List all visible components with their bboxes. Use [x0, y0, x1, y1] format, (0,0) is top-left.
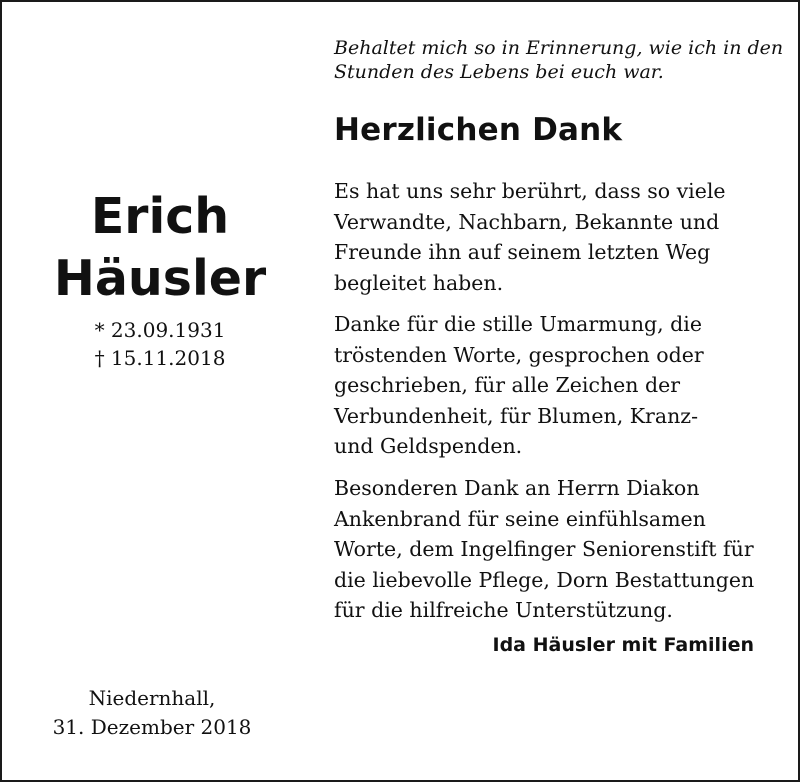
paragraph-line: Es hat uns sehr berührt, dass so viele	[334, 179, 726, 203]
paragraph-line: Besonderen Dank an Herrn Diakon	[334, 476, 700, 500]
deceased-first-name: Erich	[90, 188, 230, 245]
motto-line: Stunden des Lebens bei euch war.	[334, 61, 664, 83]
paragraph-line: und Geldspenden.	[334, 434, 523, 458]
paragraph-line: Ankenbrand für seine einfühlsamen	[334, 506, 706, 531]
motto-quote	[334, 36, 784, 84]
thanks-paragraph	[334, 473, 774, 626]
deceased-name	[0, 186, 320, 310]
paragraph-line: Verbundenheit, für Blumen, Kranz-	[334, 403, 699, 428]
paragraph-line: Verwandte, Nachbarn, Bekannte und	[334, 209, 720, 234]
thanks-heading: Herzlichen Dank	[334, 112, 623, 148]
thanks-paragraph	[334, 309, 774, 462]
paragraph-line: Freunde ihn auf seinem letzten Weg	[334, 240, 711, 264]
life-dates	[0, 316, 320, 372]
paragraph-line: geschrieben, für alle Zeichen der	[334, 373, 681, 397]
death-date: † 15.11.2018	[94, 346, 226, 370]
paragraph-line: Danke für die stille Umarmung, die	[334, 312, 702, 336]
paragraph-line: für die hilfreiche Unterstützung.	[334, 598, 673, 622]
place: Niedernhall,	[88, 686, 216, 710]
deceased-last-name: Häusler	[53, 250, 267, 307]
birth-date: * 23.09.1931	[94, 318, 226, 342]
thanks-paragraph	[334, 176, 774, 298]
paragraph-line: tröstenden Worte, gesprochen oder	[334, 342, 704, 367]
paragraph-line: die liebevolle Pflege, Dorn Bestattungen	[334, 567, 755, 592]
paragraph-line: Worte, dem Ingelfinger Seniorenstift für	[334, 537, 754, 561]
motto-line: Behaltet mich so in Erinnerung, wie ich in den	[334, 37, 784, 59]
paragraph-line: begleitet haben.	[334, 270, 504, 295]
place-and-date	[0, 684, 304, 742]
date: 31. Dezember 2018	[52, 715, 252, 739]
signature: Ida Häusler mit Familien	[492, 634, 754, 656]
